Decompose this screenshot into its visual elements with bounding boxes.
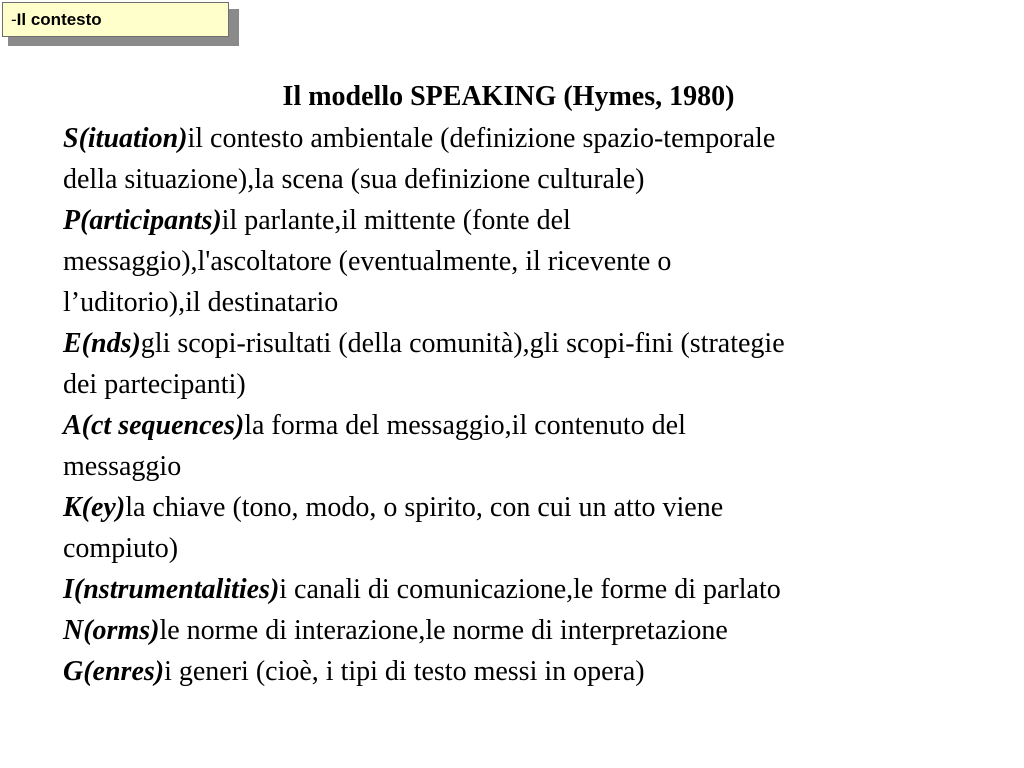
item-key-line-2 [63,528,963,569]
term-ends: E(nds) [63,328,141,359]
speaking-list [63,118,963,692]
item-norms-line-1 [63,610,963,651]
desc-key-2: compiuto) [63,533,179,564]
item-key-line-1 [63,487,963,528]
desc-act-sequences-1: la forma del messaggio,il contenuto del [244,410,686,441]
desc-act-sequences-2: messaggio [63,451,182,482]
desc-ends-1: gli scopi-risultati (della comunità),gli scopi-fini (strategie [140,328,785,359]
desc-situation-1: il contesto ambientale (definizione spazio-temporale [187,123,776,154]
section-tag-dash: - [11,10,17,29]
item-genres-line-1 [63,651,963,692]
term-situation: S(ituation) [63,123,188,154]
item-act-sequences-line-2 [63,446,963,487]
item-ends-line-2 [63,364,963,405]
term-instrumentalities: I(nstrumentalities) [63,574,280,605]
desc-genres-1: i generi (cioè, i tipi di testo messi in opera) [164,656,645,687]
section-tag [2,2,229,37]
desc-situation-2: della situazione),la scena (sua definizione culturale) [63,164,645,195]
desc-key-1: la chiave (tono, modo, o spirito, con cui un atto viene [125,492,724,523]
term-act-sequences: A(ct sequences) [63,410,245,441]
term-genres: G(enres) [63,656,165,687]
desc-participants-2: messaggio),l'ascoltatore (eventualmente, il ricevente o [63,246,672,277]
item-situation-line-1 [63,118,963,159]
item-participants-line-2 [63,241,963,282]
desc-participants-3: l’uditorio),il destinatario [63,287,339,318]
term-participants: P(articipants) [63,205,222,236]
item-act-sequences-line-1 [63,405,963,446]
desc-norms-1: le norme di interazione,le norme di interpretazione [159,615,728,646]
term-key: K(ey) [63,492,126,523]
desc-instrumentalities-1: i canali di comunicazione,le forme di parlato [279,574,781,605]
item-participants-line-3 [63,282,963,323]
section-tag-label: Il contesto [16,10,102,29]
slide-title: Il modello SPEAKING (Hymes, 1980) [282,81,735,112]
item-ends-line-1 [63,323,963,364]
term-norms: N(orms) [63,615,160,646]
item-participants-line-1 [63,200,963,241]
item-instrumentalities-line-1 [63,569,963,610]
desc-ends-2: dei partecipanti) [63,369,246,400]
item-situation-line-2 [63,159,963,200]
desc-participants-1: il parlante,il mittente (fonte del [221,205,571,236]
